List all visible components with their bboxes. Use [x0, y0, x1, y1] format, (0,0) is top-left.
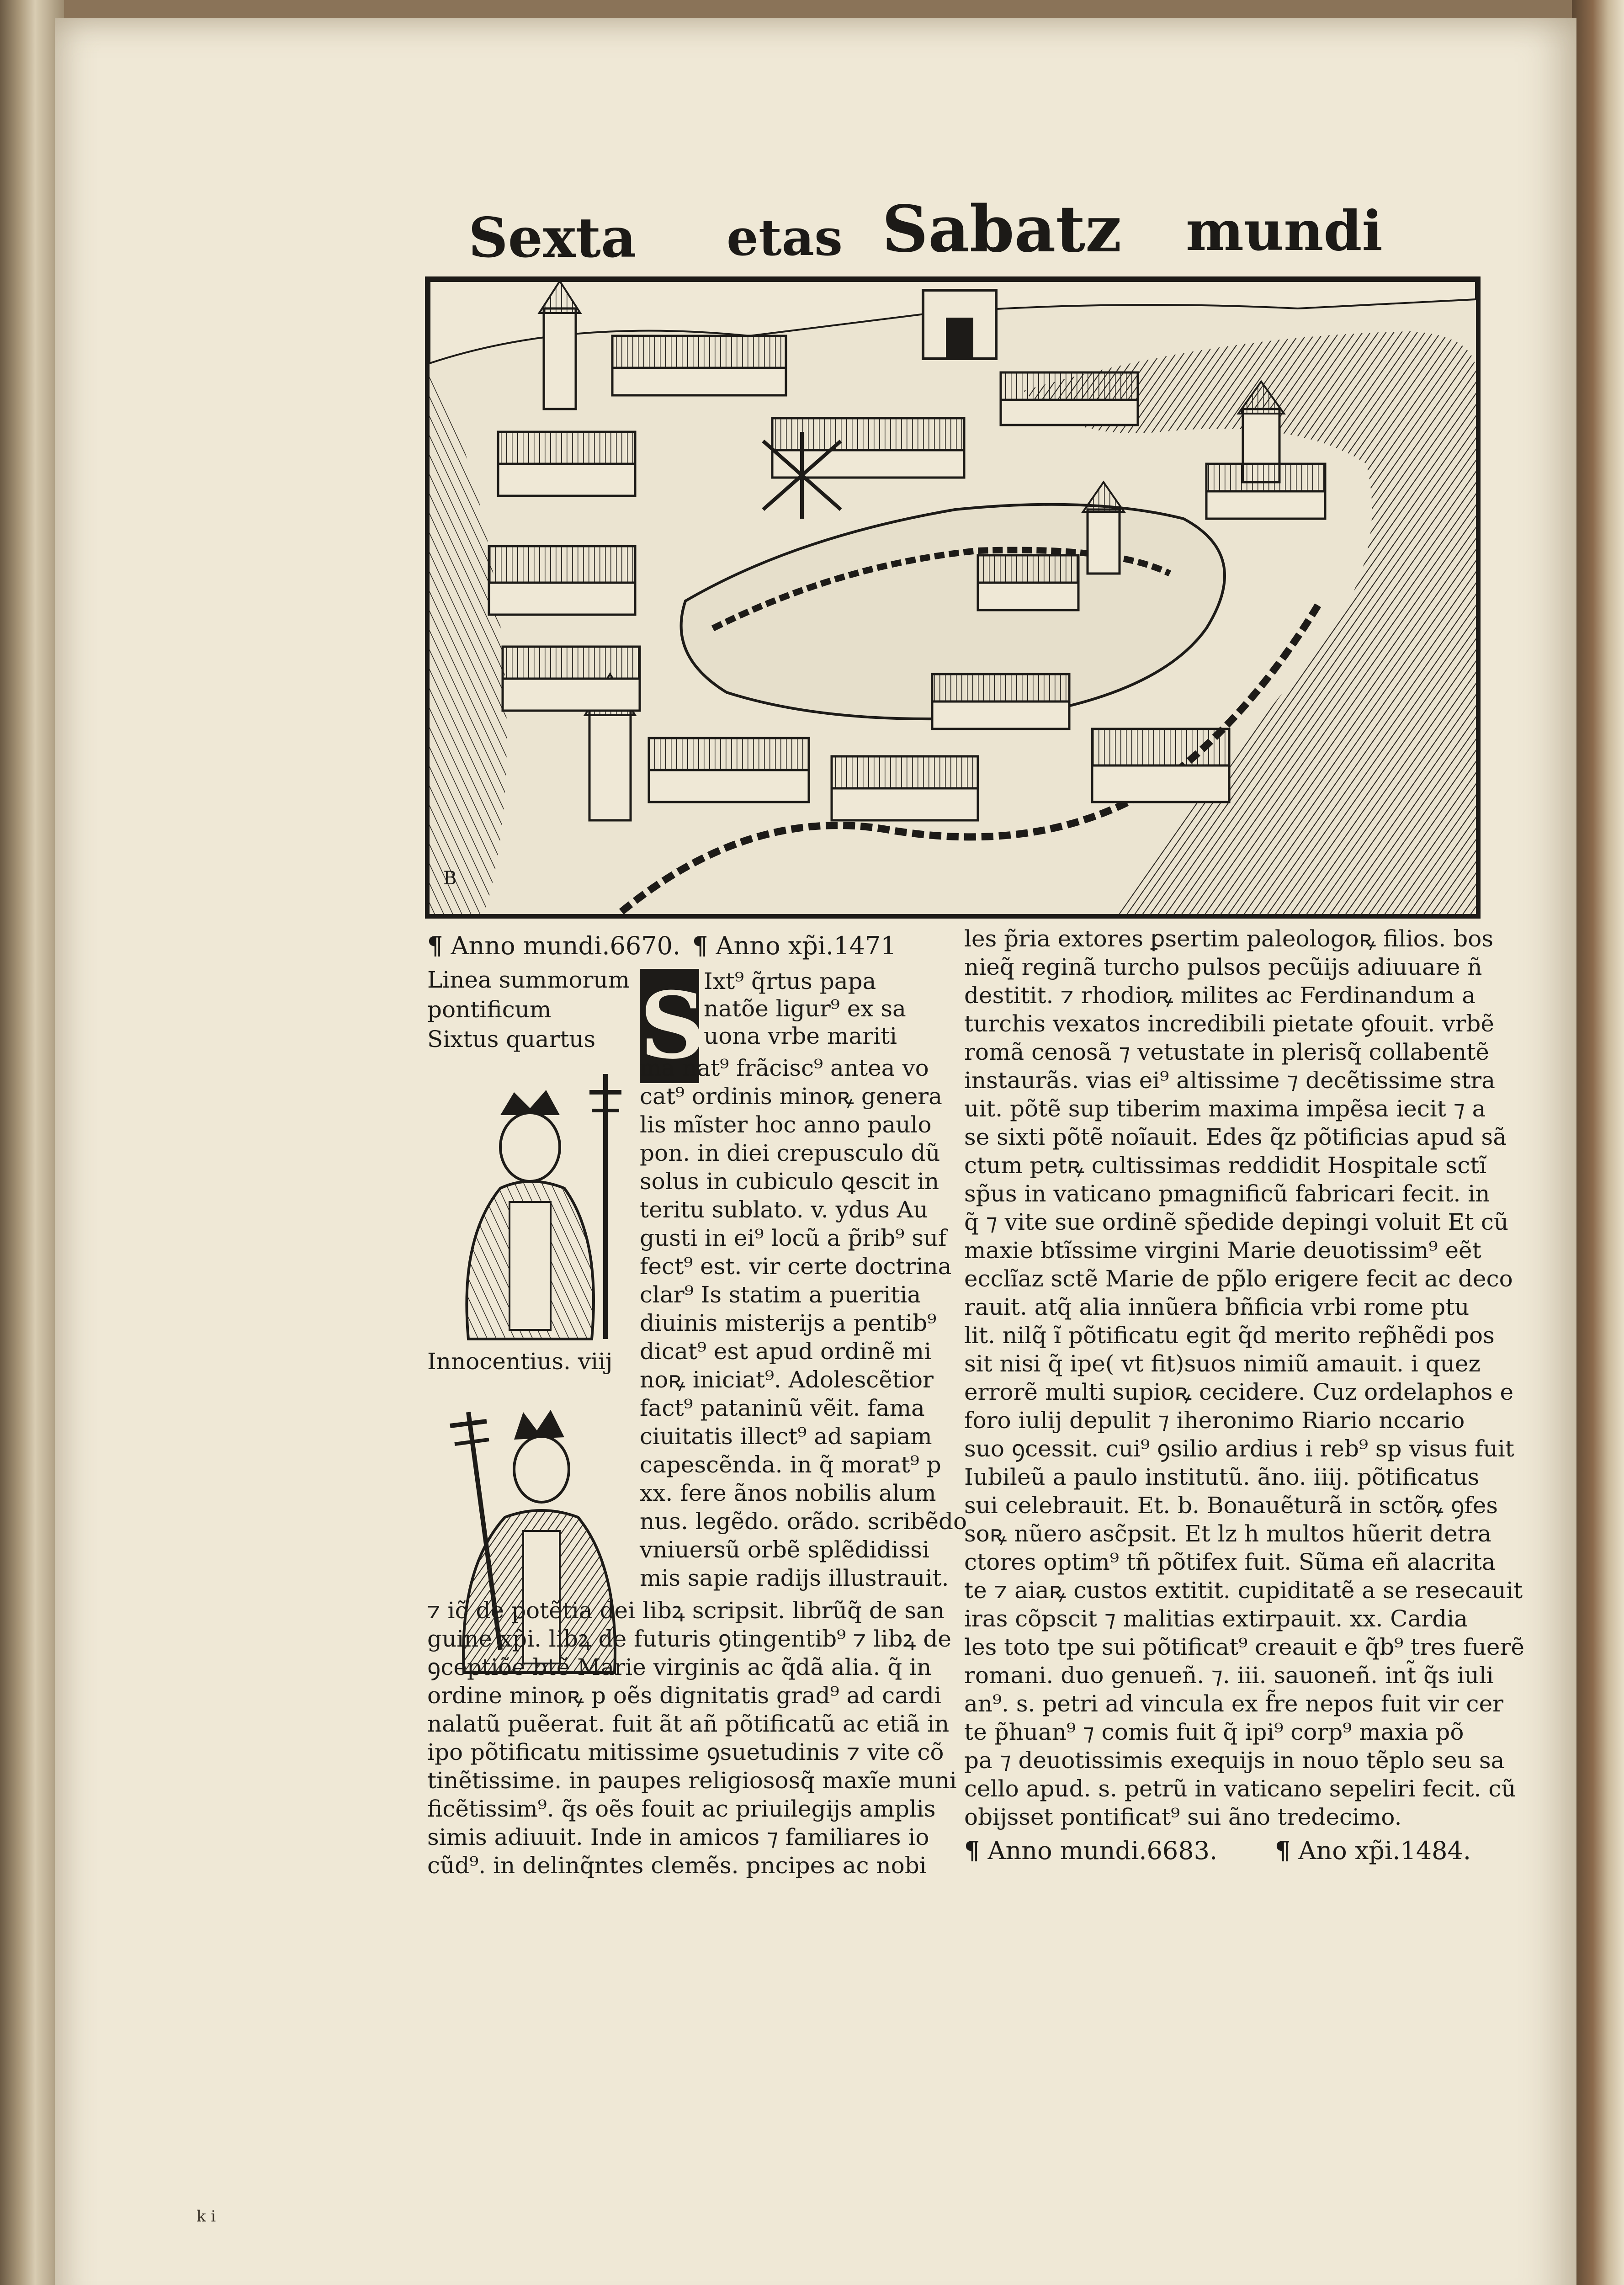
narrow-text-line: noꝶ iniciat⁹. Adolescẽtior: [640, 1366, 934, 1393]
right-text-line: an⁹. s. petri ad vincula ex f̃re nepos fuit vir cer: [964, 1690, 1504, 1717]
narrow-text-line: diuinis misterijs a pentib⁹: [640, 1310, 937, 1336]
text-line-initial-rest: Ixt⁹ q̃rtus papa: [704, 968, 876, 994]
right-text-line: rauit. atq̃ alia innũera bñficia vrbi rome ptu: [964, 1294, 1470, 1320]
right-text-line: romã cenosã ⁊ vetustate in plerisq̃ collabentẽ: [964, 1039, 1489, 1065]
margin-heading-line-3: Sixtus quartus: [427, 1026, 596, 1052]
text-line: ꝯceptiõe btẽ Marie virginis ac q̃dã alia. q̃ in: [427, 1654, 932, 1680]
signature-mark: k i: [196, 2207, 216, 2226]
running-head-word-4: mundi: [1186, 199, 1383, 263]
right-text-line: cello apud. s. petrũ in vaticano sepeliri fecit. cũ: [964, 1775, 1516, 1802]
narrow-text-line: lis mĩster hoc anno paulo: [640, 1111, 932, 1138]
text-line: simis adiuuit. Inde in amicos ⁊ familiares io: [427, 1824, 929, 1850]
portrait-caption: Innocentius. viij: [427, 1348, 613, 1375]
rubric-anno-xpi: ¶ Anno xp̃i.1471: [692, 931, 897, 960]
book-page: [55, 18, 1576, 2285]
right-text-line: se sixti põtẽ noĩauit. Edes q̃z põtificias apud sã: [964, 1124, 1507, 1150]
pilcrow-icon: ¶: [964, 1836, 980, 1865]
right-text-line: iras cõpscit ⁊ malitias extirpauit. xx. Cardia: [964, 1605, 1468, 1632]
right-text-line: romani. duo genueñ. ⁊. iii. sauoneñ. int̃ q̃s iuli: [964, 1662, 1494, 1689]
right-text-line: obijsset pontificat⁹ sui ãno tredecimo.: [964, 1804, 1402, 1830]
narrow-text-line: mis sapie radijs illustrauit.: [640, 1565, 949, 1591]
text-line: guine xp̃i. libꝝ de futuris ꝯtingentib⁹ ⁊ libꝝ de: [427, 1626, 951, 1652]
narrow-text-line: dicat⁹ est apud ordinẽ mi: [640, 1338, 932, 1365]
narrow-text-line: solus in cubiculo ꝗescit in: [640, 1168, 939, 1195]
running-head-word-3: Sabatz: [882, 192, 1122, 267]
right-text-line: te p̃huan⁹ ⁊ comis fuit q̃ ipi⁹ corp⁹ maxia põ: [964, 1719, 1464, 1745]
right-text-line: q̃ ⁊ vite sue ordinẽ sp̃edide depingi voluit Et cũ: [964, 1209, 1509, 1235]
pope-portrait-sixtus: [432, 1065, 633, 1348]
text-line: ordine minoꝶ p oẽs dignitatis grad⁹ ad cardi: [427, 1682, 941, 1709]
right-text-line: turchis vexatos incredibili pietate ꝯfouit. vrbẽ: [964, 1010, 1494, 1037]
right-text-line: lit. nilq̃ ĩ põtificatu egit q̃d merito rep̃hẽdi pos: [964, 1322, 1495, 1349]
narrow-text-line: ciuitatis illect⁹ ad sapiam: [640, 1423, 932, 1450]
rubric-anno-mundi-end: ¶ Anno mundi.6683.: [964, 1836, 1218, 1865]
running-head-word-1: Sexta: [468, 206, 637, 270]
right-text-line: maxie btĩssime virgini Marie deuotissim⁹ eẽt: [964, 1237, 1481, 1264]
narrow-text-line: clar⁹ Is statim a pueritia: [640, 1281, 921, 1308]
right-text-line: suo ꝯcessit. cui⁹ ꝯsilio ardius i reb⁹ sp visus fuit: [964, 1435, 1514, 1462]
narrow-text-line: uona vrbe mariti: [704, 1023, 897, 1049]
svg-text:B: B: [443, 868, 457, 889]
text-line: cũd⁹. in delinq̃ntes clemẽs. pncipes ac nobi: [427, 1852, 927, 1879]
right-text-line: errorẽ multi supioꝶ cecidere. Cuz ordelaphos e: [964, 1379, 1514, 1405]
pope-figure-icon: [432, 1065, 633, 1348]
decorated-initial-letter: S: [640, 969, 699, 1083]
rubric-anno-mundi: ¶ Anno mundi.6670.: [427, 931, 681, 960]
rubric-anno-xpi-end: ¶ Ano xp̃i.1484.: [1275, 1836, 1471, 1865]
narrow-text-line: pon. in diei crepusculo dũ: [640, 1140, 940, 1166]
right-text-line: sp̃us in vaticano pmagnificũ fabricari fecit. in: [964, 1180, 1490, 1207]
town-woodcut-illustration: [425, 276, 1481, 919]
book-edge-right: [1572, 0, 1624, 2285]
text-line: tinẽtissime. in paupes religiososq̃ maxĩe muni: [427, 1767, 957, 1794]
pilcrow-icon: ¶: [692, 931, 708, 960]
narrow-text-line: xx. fere ãnos nobilis alum: [640, 1480, 936, 1506]
right-text-line: les toto tpe sui põtificat⁹ creauit e q̃b⁹ tres fuerẽ: [964, 1634, 1524, 1660]
margin-heading-line-2: pontificum: [427, 996, 552, 1023]
text-line: ipo põtificatu mitissime ꝯsuetudinis ⁊ vite cõ: [427, 1739, 944, 1765]
right-text-line: ctum petꝶ cultissimas reddidit Hospitale sctĩ: [964, 1152, 1487, 1179]
book-fore-edge-left: [0, 0, 64, 2285]
right-text-line: les p̃ria extores ꝑsertim paleologoꝶ filios. bos: [964, 925, 1493, 952]
narrow-text-line: fact⁹ pataninũ vẽit. fama: [640, 1395, 925, 1421]
right-text-line: soꝶ nũero asc̃psit. Et lz h multos hũerit detra: [964, 1520, 1491, 1547]
right-text-line: uit. põtẽ sup tiberim maxima impẽsa iecit ⁊ a: [964, 1095, 1486, 1122]
right-text-line: sit nisi q̃ ipe( vt fit)suos nimiũ amauit. i quez: [964, 1350, 1481, 1377]
text-line: nalatũ puẽerat. fuit ãt añ põtificatũ ac etiã in: [427, 1711, 950, 1737]
pilcrow-icon: ¶: [1275, 1836, 1291, 1865]
text-line: ⁊ iõ de potẽtia dei libꝝ scripsit. librũq̃ de san: [427, 1597, 945, 1624]
running-head-word-2: etas: [727, 208, 843, 267]
narrow-text-line: cat⁹ ordinis minoꝶ genera: [640, 1083, 942, 1110]
pilcrow-icon: ¶: [427, 931, 443, 960]
margin-heading-line-1: Linea summorum: [427, 967, 630, 993]
narrow-text-line: vniuersũ orbẽ splẽdidissi: [640, 1536, 929, 1563]
narrow-text-line: ma nat⁹ frãcisc⁹ antea vo: [640, 1055, 929, 1081]
right-text-line: foro iulij depulit ⁊ iheronimo Riario nccario: [964, 1407, 1465, 1434]
right-text-line: destitit. ⁊ rhodioꝶ milites ac Ferdinandum a: [964, 982, 1476, 1009]
right-text-line: Iubileũ a paulo institutũ. ãno. iiij. põtificatus: [964, 1464, 1480, 1490]
right-text-line: instaurãs. vias ei⁹ altissime ⁊ decẽtissime stra: [964, 1067, 1496, 1094]
right-text-line: sui celebrauit. Et. b. Bonauẽturã in sctõꝶ ꝯfes: [964, 1492, 1498, 1519]
right-text-line: te ⁊ aiaꝶ custos extitit. cupiditatẽ a se resecauit: [964, 1577, 1523, 1604]
right-text-line: pa ⁊ deuotissimis exequijs in nouo tẽplo seu sa: [964, 1747, 1505, 1774]
narrow-text-line: fect⁹ est. vir certe doctrina: [640, 1253, 952, 1280]
right-text-line: ecclĩaz sctẽ Marie de pp̃lo erigere fecit ac deco: [964, 1265, 1513, 1292]
narrow-text-line: gusti in ei⁹ locũ a p̃rib⁹ suf: [640, 1225, 947, 1251]
narrow-text-line: capescẽnda. in q̃ morat⁹ p: [640, 1451, 941, 1478]
right-text-line: nieq̃ reginã turcho pulsos pecũijs adiuuare ñ: [964, 954, 1482, 980]
text-line: ficẽtissim⁹. q̃s oẽs fouit ac priuilegijs amplis: [427, 1796, 936, 1822]
woodcut-drawing: [430, 281, 1476, 914]
narrow-text-line: natõe ligur⁹ ex sa: [704, 995, 906, 1022]
right-text-line: ctores optim⁹ tñ põtifex fuit. Sũma eñ alacrita: [964, 1549, 1496, 1575]
narrow-text-line: teritu sublato. v. ydus Au: [640, 1196, 928, 1223]
narrow-text-line: nus. legẽdo. orãdo. scribẽdo: [640, 1508, 967, 1535]
